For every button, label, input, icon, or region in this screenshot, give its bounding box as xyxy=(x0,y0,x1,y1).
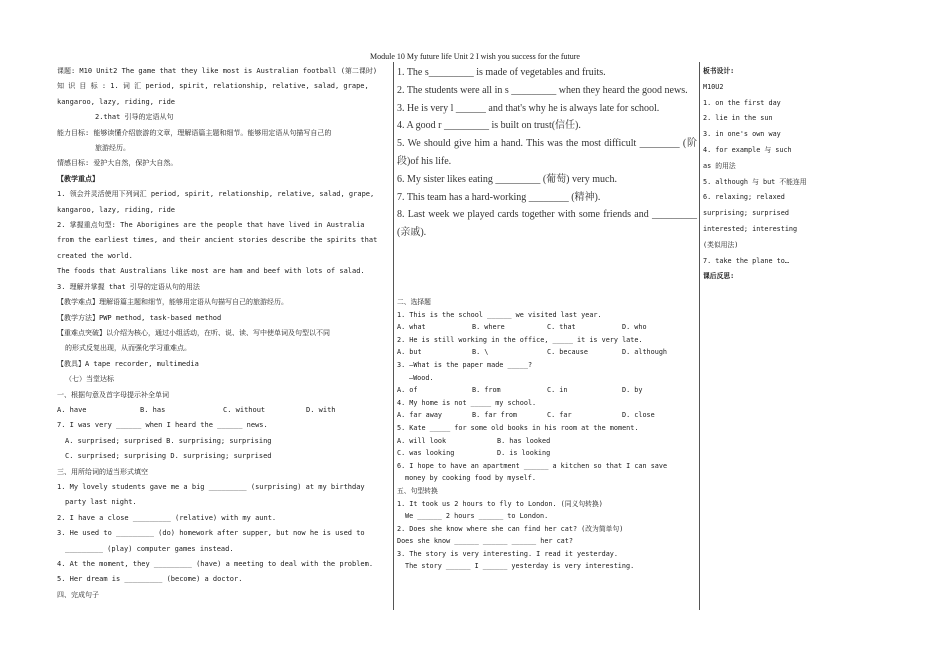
fill-question: 5. We should give him a hand. This was the most difficult ________ (阶段)of his life. xyxy=(397,138,697,167)
board-line: M10U2 xyxy=(703,82,724,91)
text-line: 一、根据句意及首字母提示补全单词 xyxy=(57,390,169,399)
text-line: 4. My home is not _____ my school. xyxy=(397,398,537,407)
text-line: The story ______ I ______ yesterday is very interesting. xyxy=(405,562,635,571)
fill-question: 7. This team has a hard-working ________ (精神). xyxy=(397,191,601,203)
option-text: C. was looking xyxy=(397,449,455,458)
text-line: 6. I hope to have an apartment ______ a kitchen so that I can save xyxy=(397,461,668,470)
text-line: 1. It took us 2 hours to fly to London. (同义句转换) xyxy=(397,499,603,508)
board-line: 1. on the first day xyxy=(703,98,781,107)
board-line: 板书设计: xyxy=(703,67,735,75)
board-line: (类似用法) xyxy=(703,240,739,249)
option-text: B. far from xyxy=(472,411,518,420)
option-text: A. will look xyxy=(397,436,447,445)
text-line: 旅游经历。 xyxy=(95,144,130,153)
text-line: 3. He used to _________ (do) homework after supper, but now he is used to xyxy=(57,529,365,538)
option-text: C. that xyxy=(547,323,576,332)
text-line: 7. I was very ______ when I heard the ______ news. xyxy=(57,421,268,430)
option-text: D. who xyxy=(622,323,647,332)
text-line: 5. Kate _____ for some old books in his room at the moment. xyxy=(397,423,639,432)
fill-question: 3. He is very l ______ and that's why he is always late for school. xyxy=(397,102,660,114)
option-text: B. has xyxy=(140,405,166,414)
option-text: A. of xyxy=(397,386,418,395)
text-line: 能力目标: 能够读懂介绍旅游的文章，理解语篇主题和细节。能够用定语从句描写自己的 xyxy=(57,128,332,137)
text-line: 1. My lovely students gave me a big _________ (surprising) at my birthday xyxy=(57,482,365,491)
board-line: 课后反思: xyxy=(703,272,735,281)
board-line: interested; interesting xyxy=(703,224,798,233)
board-design-column xyxy=(703,64,813,285)
text-line: 三、用所给词的适当形式填空 xyxy=(57,467,148,476)
text-line: kangaroo, lazy, riding, ride xyxy=(57,97,176,106)
option-text: C. because xyxy=(547,348,588,357)
text-line: 知 识 目 标 : 1. 词 汇 period, spirit, relationship, relative, salad, grape, xyxy=(57,82,369,91)
board-line: 2. lie in the sun xyxy=(703,114,773,123)
text-line xyxy=(397,384,697,397)
text-line: 四、完成句子 xyxy=(57,590,99,599)
text-line xyxy=(397,321,697,334)
option-text: B. \ xyxy=(472,348,489,357)
option-text: D. by xyxy=(622,386,643,395)
text-line xyxy=(397,435,697,448)
fill-question: 2. The students were all in s _________ when they heard the good news. xyxy=(397,84,688,96)
text-line: 2.that 引导的定语从句 xyxy=(95,113,174,122)
text-line: 2. 掌握重点句型: The Aborigines are the people that have lived in Australia xyxy=(57,221,365,230)
text-line: 【教具】A tape recorder, multimedia xyxy=(57,359,199,368)
fill-question: 6. My sister likes eating _________ (葡萄) very much. xyxy=(397,173,617,185)
option-text: A. but xyxy=(397,348,422,357)
text-line: The foods that Australians like most are ham and beef with lots of salad. xyxy=(57,267,365,276)
text-line: 课题: M10 Unit2 The game that they like most is Australian football (第二课时) xyxy=(57,67,378,75)
text-line: 五、句型转换 xyxy=(397,486,438,495)
text-line: 2. He is still working in the office, _____ it is very late. xyxy=(397,335,643,344)
option-text: B. where xyxy=(472,323,505,332)
middle-column xyxy=(397,296,697,573)
option-text: A. far away xyxy=(397,411,443,420)
text-line: party last night. xyxy=(65,498,137,507)
board-line: 7. take the plane to… xyxy=(703,256,789,265)
fill-question: 8. Last week we played cards together with some friends and _________ (亲戚). xyxy=(397,209,697,239)
text-line: Does she know ______ ______ ______ her cat? xyxy=(397,537,573,546)
text-line: money by cooking food by myself. xyxy=(405,474,536,483)
text-line: 情感目标: 爱护大自然，保护大自然。 xyxy=(57,159,178,168)
text-line: 【教学方法】PWP method, task-based method xyxy=(57,313,222,322)
text-line: 的形式反复出现，从而强化学习重难点。 xyxy=(65,344,191,353)
text-line: 1. This is the school ______ we visited last year. xyxy=(397,310,602,319)
text-line: 【重难点突破】以介绍为核心，通过小组活动，在听、说、读、写中使单词及句型以不同 xyxy=(57,328,330,337)
left-column xyxy=(57,64,389,603)
option-text: A. what xyxy=(397,323,426,332)
board-line: surprising; surprised xyxy=(703,209,789,218)
text-line: 【教学重点】 xyxy=(57,174,99,183)
board-line: 5. although 与 but 不能连用 xyxy=(703,177,807,186)
text-line: 3. 理解并掌握 that 引导的定语从句的用法 xyxy=(57,282,200,291)
text-line: 2. Does she know where she can find her cat? (改为简单句) xyxy=(397,524,624,533)
fill-question: 1. The s_________ is made of vegetables and fruits. xyxy=(397,67,606,78)
board-line: 4. for example 与 such xyxy=(703,145,792,154)
text-line xyxy=(397,346,697,359)
column-divider-right xyxy=(699,62,700,610)
option-text: B. has looked xyxy=(497,436,551,445)
text-line: 5. Her dream is _________ (become) a doctor. xyxy=(57,575,243,584)
text-line: 2. I have a close _________ (relative) with my aunt. xyxy=(57,513,277,522)
option-text: D. close xyxy=(622,411,655,420)
option-text xyxy=(597,447,697,460)
fill-question: 4. A good r _________ is built on trust(信任). xyxy=(397,120,581,132)
text-line: 1. 领会并灵活使用下列词汇 period, spirit, relationship, relative, salad, grape, xyxy=(57,190,375,199)
option-text: C. far xyxy=(547,411,572,420)
text-line: 二、选择题 xyxy=(397,298,431,306)
text-line xyxy=(397,447,697,460)
text-line: created the world. xyxy=(57,251,133,260)
option-text: D. although xyxy=(622,348,668,357)
option-text xyxy=(597,435,697,448)
text-line: 3. —What is the paper made _____? xyxy=(397,360,533,369)
text-line: 3. The story is very interesting. I read it yesterday. xyxy=(397,549,618,558)
option-text: C. in xyxy=(547,386,568,395)
column-divider-left xyxy=(393,62,394,610)
text-line: We ______ 2 hours ______ to London. xyxy=(405,512,549,521)
option-text: A. have xyxy=(57,405,87,414)
text-line: from the earliest times, and their ancient stories describe the spirits that xyxy=(57,236,378,245)
text-line: 4. At the moment, they _________ (have) a meeting to deal with the problem. xyxy=(57,560,374,568)
text-line: A. surprised; surprised B. surprising; surprising xyxy=(65,436,272,445)
text-line xyxy=(57,403,389,418)
page-title: Module 10 My future life Unit 2 I wish you success for the future xyxy=(370,52,580,61)
option-text: D. is looking xyxy=(497,449,551,458)
board-line: 3. in one's own way xyxy=(703,130,781,139)
board-line: 6. relaxing; relaxed xyxy=(703,193,785,202)
text-line: （七）当堂达标 xyxy=(65,375,114,384)
text-line: C. surprised; surprising D. surprising; surprised xyxy=(65,452,272,461)
text-line: kangaroo, lazy, riding, ride xyxy=(57,205,176,214)
fill-in-words-section xyxy=(397,64,697,242)
option-text: B. from xyxy=(472,386,501,395)
text-line xyxy=(397,409,697,422)
text-line: —Wood. xyxy=(409,373,434,382)
board-line: as 的用法 xyxy=(703,161,736,170)
text-line: _________ (play) computer games instead. xyxy=(65,544,234,553)
text-line: 【教学难点】理解语篇主题和细节，能够用定语从句描写自己的旅游经历。 xyxy=(57,298,288,307)
option-text: C. without xyxy=(223,405,266,414)
option-text: D. with xyxy=(306,405,336,414)
